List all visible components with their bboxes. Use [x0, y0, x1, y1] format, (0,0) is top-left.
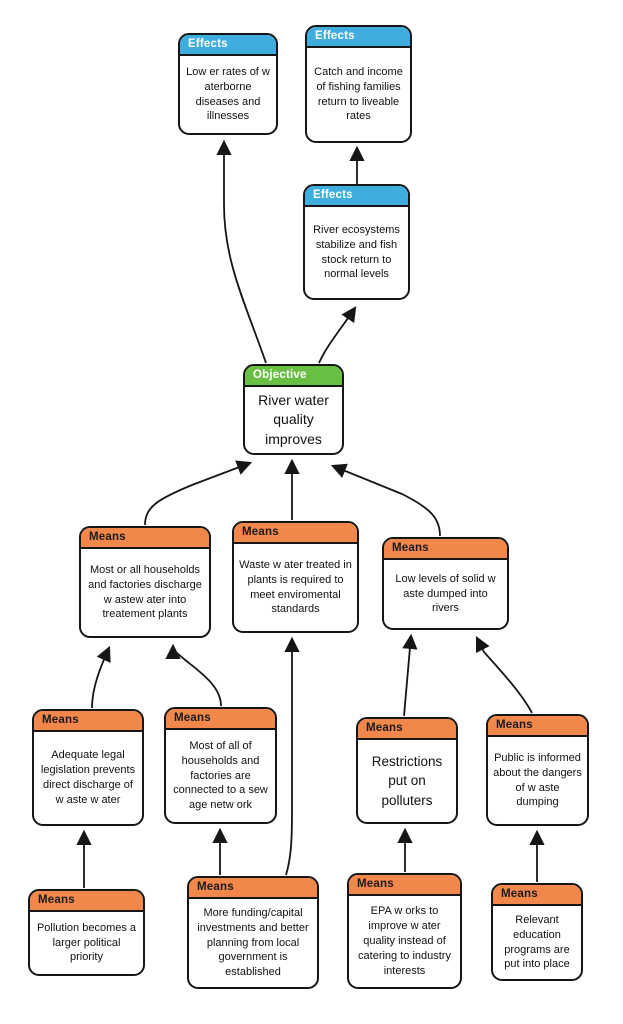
node-header: Means [384, 539, 507, 560]
node-header: Means [488, 716, 587, 737]
node-means-pollution[interactable] [28, 889, 145, 976]
node-means-epa[interactable] [347, 873, 462, 989]
node-text: EPA w orks to improve w ater quality instead of catering to industry interests [358, 905, 451, 977]
node-objective-river[interactable] [243, 364, 344, 455]
node-text: Pollution becomes a larger political priority [36, 921, 137, 964]
node-means-treated[interactable] [232, 521, 359, 633]
node-means-restrictions[interactable] [356, 717, 458, 824]
node-means-solid-waste[interactable] [382, 537, 509, 630]
node-header: Means [30, 891, 143, 912]
node-effect-fishing[interactable] [305, 25, 412, 143]
edge-objective-to-effect-ecosystems [319, 308, 355, 363]
node-text: Most of all of households and factories are connected to a sew age netw ork [173, 739, 268, 812]
node-means-funding[interactable] [187, 876, 319, 989]
edge-legislation-to-discharge [92, 648, 109, 708]
node-text: Relevant education programs are put into place [504, 913, 570, 971]
node-text: Most or all households and factories discharge w astew ater into treatement plants [88, 563, 202, 621]
node-text: Adequate legal legislation prevents direct discharge of w aste w ater [40, 749, 136, 806]
node-header: Effects [180, 35, 276, 56]
edge-funding-to-treated [286, 639, 292, 875]
node-text: More funding/capital investments and better planning from local government is established [197, 906, 309, 979]
node-header: Means [34, 711, 142, 732]
node-means-discharge[interactable] [79, 526, 211, 638]
edge-public-to-solidwaste [477, 638, 532, 713]
edge-sewage-to-discharge [173, 646, 221, 706]
node-means-public[interactable] [486, 714, 589, 826]
node-header: Means [189, 878, 317, 899]
node-header: Means [358, 719, 456, 740]
node-header: Objective [245, 366, 342, 387]
node-header: Means [349, 875, 460, 896]
node-text: River ecosystems stabilize and fish stock return to normal levels [313, 223, 400, 281]
node-header: Means [493, 885, 581, 906]
node-text: Waste w ater treated in plants is required to meet enviromental standards [239, 558, 352, 616]
node-effect-ecosystems[interactable] [303, 184, 410, 300]
node-text: Public is informed about the dangers of w aste dumping [493, 751, 582, 809]
node-header: Means [166, 709, 275, 730]
node-means-legislation[interactable] [32, 709, 144, 826]
edge-objective-to-effect-waterborne [224, 142, 266, 363]
node-text: Catch and income of fishing families return to liveable rates [314, 65, 403, 123]
node-means-education[interactable] [491, 883, 583, 981]
node-text: Restrictions put on polluters [371, 753, 443, 808]
edge-restrictions-to-solidwaste [404, 636, 411, 716]
node-text: Low levels of solid w aste dumped into rivers [395, 572, 496, 615]
node-header: Means [234, 523, 357, 544]
node-text: Low er rates of w aterborne diseases and illnesses [186, 65, 270, 123]
edge-discharge-to-objective [145, 463, 250, 525]
node-header: Effects [305, 186, 408, 207]
node-effect-waterborne[interactable] [178, 33, 278, 135]
node-means-sewage[interactable] [164, 707, 277, 824]
node-text: River water quality improves [258, 391, 329, 447]
node-header: Effects [307, 27, 410, 48]
node-header: Means [81, 528, 209, 549]
